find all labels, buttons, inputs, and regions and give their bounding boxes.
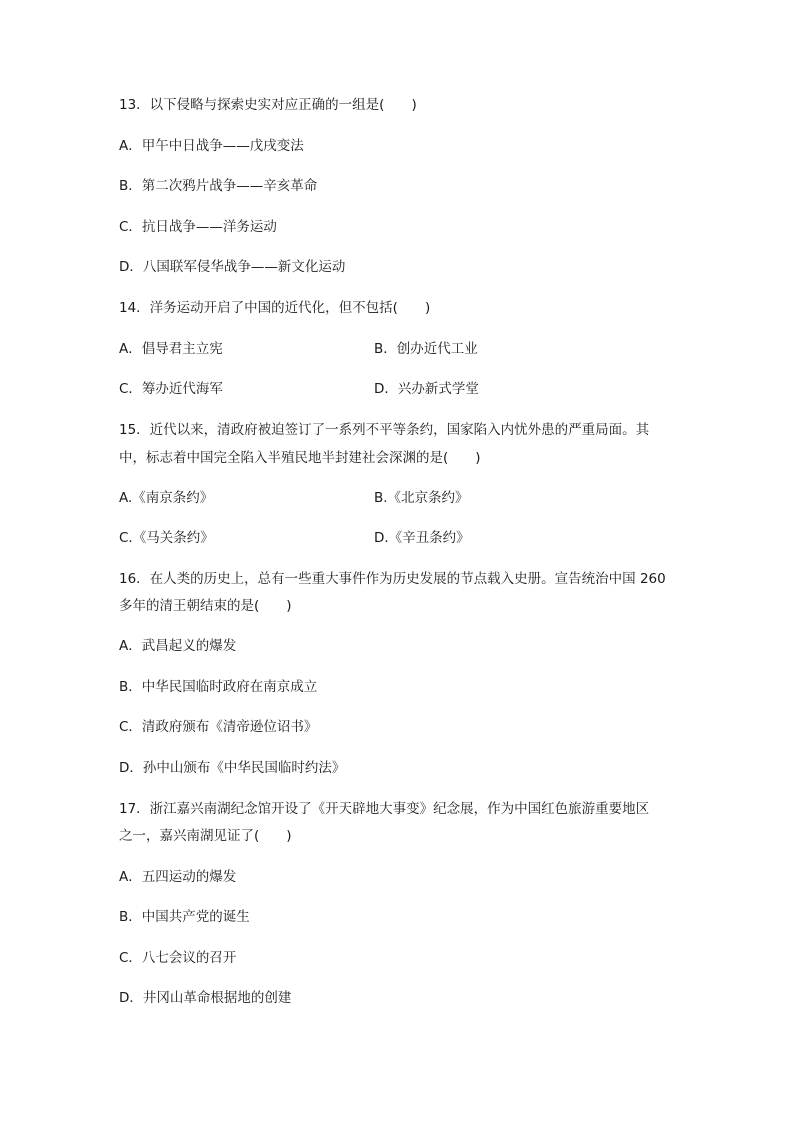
question-15-stem-line1: 15．近代以来，清政府被迫签订了一系列不平等条约，国家陷入内忧外患的严重局面。其 [119, 422, 650, 438]
question-14-option-d: D．兴办新式学堂 [374, 381, 479, 397]
question-16-option-b: B．中华民国临时政府在南京成立 [119, 679, 318, 695]
question-17-option-a: A．五四运动的爆发 [119, 869, 237, 885]
question-16-option-c: C．清政府颁布《清帝逊位诏书》 [119, 719, 318, 735]
question-17-stem-line1: 17．浙江嘉兴南湖纪念馆开设了《开天辟地大事变》纪念展，作为中国红色旅游重要地区 [119, 801, 650, 817]
question-14-option-b: B．创办近代工业 [374, 341, 478, 357]
question-13-option-a: A．甲午中日战争——戊戌变法 [119, 138, 304, 154]
question-16-stem-line1: 16．在人类的历史上，总有一些重大事件作为历史发展的节点载入史册。宣告统治中国 260 [119, 571, 666, 587]
question-15-option-a: A.《南京条约》 [119, 490, 214, 506]
question-16-option-a: A．武昌起义的爆发 [119, 638, 237, 654]
question-17-option-b: B．中国共产党的诞生 [119, 909, 250, 925]
question-15-stem-line2: 中，标志着中国完全陷入半殖民地半封建社会深渊的是( ) [119, 450, 481, 466]
question-14-option-c: C．筹办近代海军 [119, 381, 223, 397]
question-13-stem: 13．以下侵略与探索史实对应正确的一组是( ) [119, 97, 417, 113]
question-17-option-c: C．八七会议的召开 [119, 950, 237, 966]
question-15-option-b: B.《北京条约》 [374, 490, 469, 506]
question-17-stem-line2: 之一，嘉兴南湖见证了( ) [119, 828, 292, 844]
question-14-option-a: A．倡导君主立宪 [119, 341, 223, 357]
question-14-stem: 14．洋务运动开启了中国的近代化，但不包括( ) [119, 300, 431, 316]
question-13-option-c: C．抗日战争——洋务运动 [119, 219, 277, 235]
question-16-stem-line2: 多年的清王朝结束的是( ) [119, 598, 292, 614]
question-15-option-c: C.《马关条约》 [119, 530, 214, 546]
question-16-option-d: D．孙中山颁布《中华民国临时约法》 [119, 760, 346, 776]
question-13-option-d: D．八国联军侵华战争——新文化运动 [119, 259, 346, 275]
question-13-option-b: B．第二次鸦片战争——辛亥革命 [119, 178, 318, 194]
question-15-option-d: D.《辛丑条约》 [374, 530, 470, 546]
question-17-option-d: D．井冈山革命根据地的创建 [119, 990, 292, 1006]
